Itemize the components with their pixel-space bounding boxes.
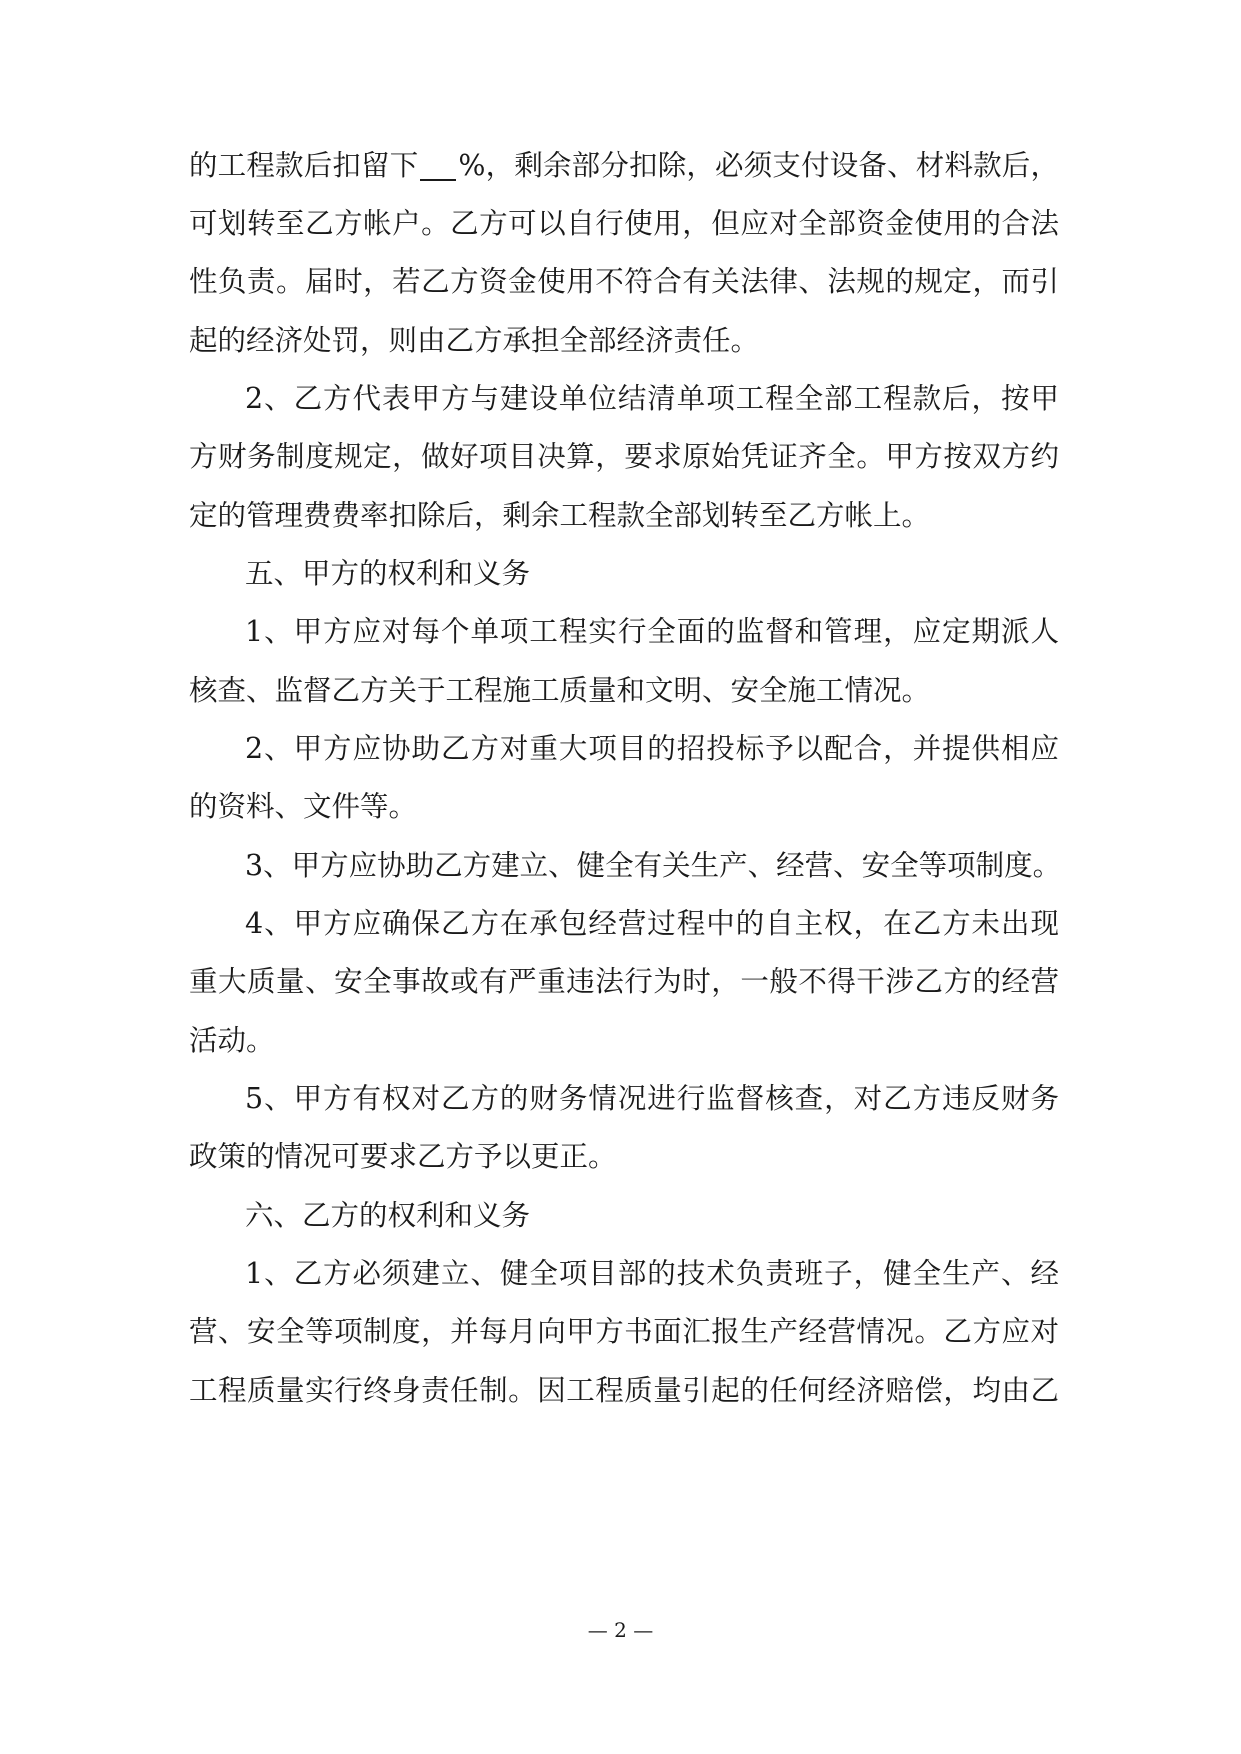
clause-4-2-line-1: 2、乙方代表甲方与建设单位结清单项工程全部工程款后，按甲 <box>245 382 1059 415</box>
page-number: — 2 — <box>587 1618 654 1642</box>
section-heading-5: 五、甲方的权利和义务 <box>245 557 531 590</box>
clause-6-1-line-1: 1、乙方必须建立、健全项目部的技术负责班子，健全生产、经 <box>245 1257 1059 1290</box>
paragraph-line-2: 可划转至乙方帐户。乙方可以自行使用，但应对全部资金使用的合法 <box>189 207 1059 240</box>
fill-in-blank <box>420 149 456 181</box>
clause-4-2-line-2: 方财务制度规定，做好项目决算，要求原始凭证齐全。甲方按双方约 <box>189 440 1059 473</box>
clause-6-1-line-2: 营、安全等项制度，并每月向甲方书面汇报生产经营情况。乙方应对 <box>189 1315 1059 1348</box>
paragraph-line-3: 性负责。届时，若乙方资金使用不符合有关法律、法规的规定，而引 <box>189 265 1059 298</box>
paragraph-line-4: 起的经济处罚，则由乙方承担全部经济责任。 <box>189 324 760 357</box>
clause-5-4-line-2: 重大质量、安全事故或有严重违法行为时，一般不得干涉乙方的经营 <box>189 965 1059 998</box>
clause-4-2-line-3: 定的管理费费率扣除后，剩余工程款全部划转至乙方帐上。 <box>189 499 931 532</box>
clause-5-5-line-2: 政策的情况可要求乙方予以更正。 <box>189 1140 617 1173</box>
clause-5-5-line-1: 5、甲方有权对乙方的财务情况进行监督核查，对乙方违反财务 <box>245 1082 1059 1115</box>
section-heading-6: 六、乙方的权利和义务 <box>245 1199 531 1232</box>
clause-5-4-line-3: 活动。 <box>189 1024 275 1057</box>
clause-6-1-line-3: 工程质量实行终身责任制。因工程质量引起的任何经济赔偿，均由乙 <box>189 1374 1059 1407</box>
clause-5-1-line-1: 1、甲方应对每个单项工程实行全面的监督和管理，应定期派人 <box>245 615 1059 648</box>
paragraph-line-1 <box>189 142 1059 190</box>
clause-5-2-line-1: 2、甲方应协助乙方对重大项目的招投标予以配合，并提供相应 <box>245 732 1059 765</box>
line-1-text-before-blank: 的工程款后扣留下 <box>189 149 419 182</box>
clause-5-2-line-2: 的资料、文件等。 <box>189 790 418 823</box>
clause-5-1-line-2: 核查、监督乙方关于工程施工质量和文明、安全施工情况。 <box>189 674 931 707</box>
clause-5-3-line-1: 3、甲方应协助乙方建立、健全有关生产、经营、安全等项制度。 <box>245 849 1062 882</box>
line-1-text-after-blank: %，剩余部分扣除，必须支付设备、材料款后， <box>458 149 1059 182</box>
clause-5-4-line-1: 4、甲方应确保乙方在承包经营过程中的自主权，在乙方未出现 <box>245 907 1059 940</box>
